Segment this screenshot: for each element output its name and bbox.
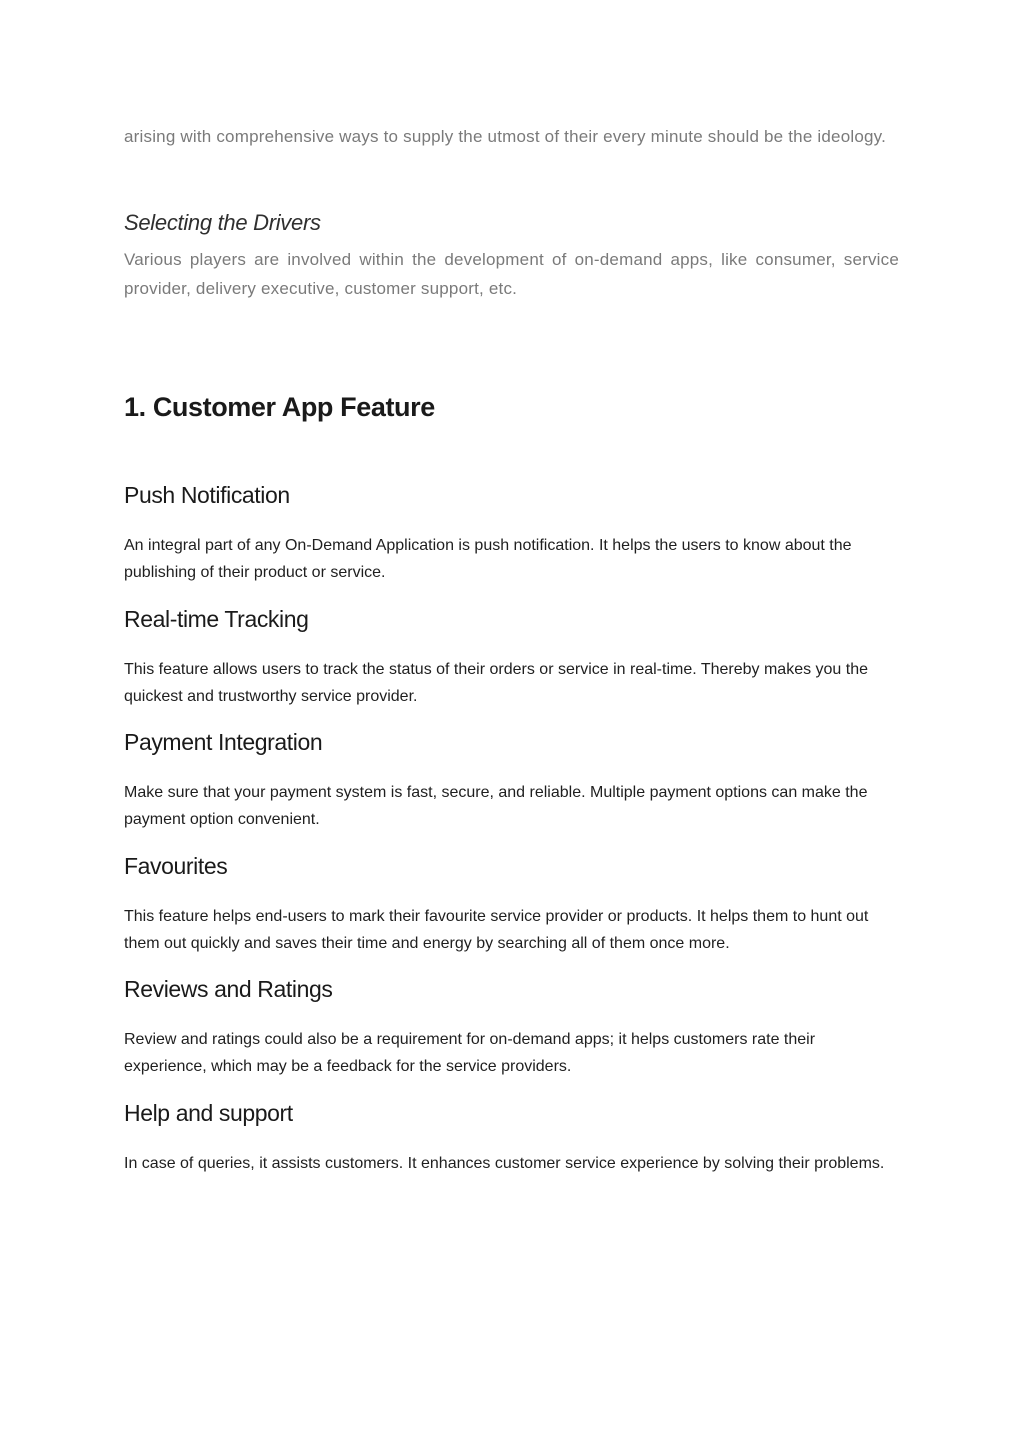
feature-title: Push Notification bbox=[124, 482, 290, 508]
feature-title: Help and support bbox=[124, 1100, 293, 1126]
feature-title: Payment Integration bbox=[124, 729, 323, 755]
feature-help-and-support bbox=[124, 1098, 899, 1177]
feature-description: This feature helps end-users to mark their favourite service provider or products. It helps them to hunt out them out quickly and saves their time and energy by searching all of them once more. bbox=[124, 908, 869, 952]
feature-description: In case of queries, it assists customers. It enhances customer service experience by solving their problems. bbox=[124, 1155, 885, 1172]
feature-description: Make sure that your payment system is fast, secure, and reliable. Multiple payment options can make the payment option convenient. bbox=[124, 784, 868, 828]
drivers-heading: Selecting the Drivers bbox=[124, 210, 321, 235]
feature-description: Review and ratings could also be a requirement for on-demand apps; it helps customers rate their experience, which may be a feedback for the service providers. bbox=[124, 1031, 816, 1075]
intro-paragraph: arising with comprehensive ways to supply the utmost of their every minute should be the ideology. bbox=[124, 127, 887, 146]
feature-title: Real-time Tracking bbox=[124, 606, 309, 632]
feature-payment-integration bbox=[124, 727, 899, 833]
section-heading: 1. Customer App Feature bbox=[124, 392, 435, 422]
feature-title: Reviews and Ratings bbox=[124, 976, 333, 1002]
feature-reviews-and-ratings bbox=[124, 974, 899, 1080]
feature-real-time-tracking bbox=[124, 604, 899, 710]
feature-push-notification bbox=[124, 480, 899, 586]
feature-favourites bbox=[124, 851, 899, 957]
feature-title: Favourites bbox=[124, 853, 228, 879]
feature-description: An integral part of any On-Demand Application is push notification. It helps the users to know about the publishing of their product or service. bbox=[124, 537, 852, 581]
drivers-paragraph: Various players are involved within the development of on-demand apps, like consumer, service provider, delivery executive, customer support, etc. bbox=[124, 250, 899, 298]
feature-description: This feature allows users to track the status of their orders or service in real-time. Thereby makes you the quickest and trustworthy service provider. bbox=[124, 661, 869, 705]
